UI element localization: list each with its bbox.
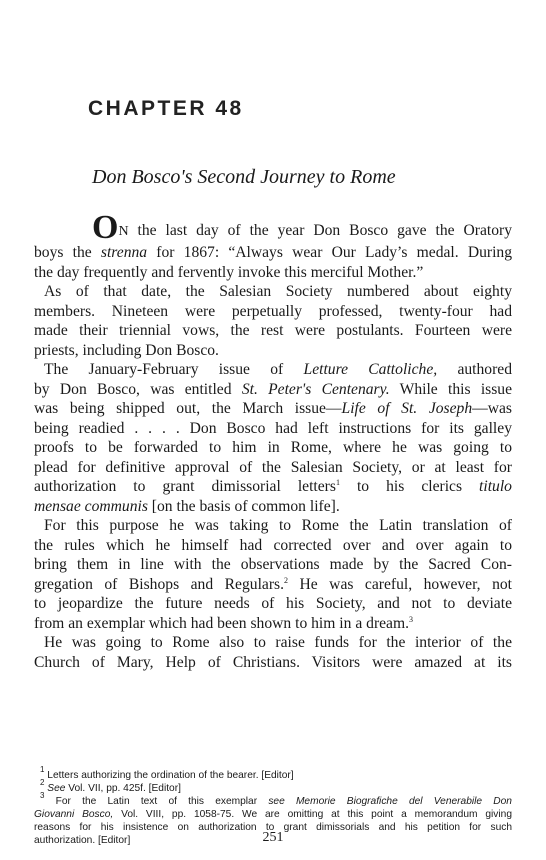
footnote-continuation: authorization. [Editor]: [34, 835, 131, 846]
footnote: $^1$ Letters authorizing the ordination of the bearer. [Editor]: [40, 765, 294, 781]
body-line: priests, including Don Bosco.: [34, 341, 219, 359]
body-line: proofs to be forwarded to him in Rome, where he was going to: [34, 439, 512, 456]
body-line: made their triennial vows, the rest were postulants. Fourteen were: [34, 322, 512, 339]
body-line: The January-February issue of Letture Cattoliche, authored: [44, 361, 512, 378]
footnote-continuation: Giovanni Bosco, Vol. VIII, pp. 1058-75. We are omitting at this point a memorandum giving: [34, 809, 512, 820]
body-line: bring them in line with the observations made by the Sacred Con-: [34, 556, 512, 573]
drop-cap: O: [92, 209, 119, 246]
body-line: Church of Mary, Help of Christians. Visitors were amazed at its: [34, 653, 512, 671]
body-line: members. Nineteen were perpetually professed, twenty-four had: [34, 302, 512, 320]
body-text: [34, 209, 513, 672]
body-line: ON the last day of the year Don Bosco gave the Oratory: [92, 209, 512, 246]
page-number: 251: [262, 830, 284, 845]
footnote: $^3$ For the Latin text of this exemplar see Memorie Biografiche del Venerabile Don: [40, 791, 512, 807]
body-line: authorization to grant dimissorial letters$^1$ to his clerics titulo: [34, 478, 512, 495]
chapter-title: Don Bosco's Second Journey to Rome: [92, 166, 396, 188]
body-line: gregation of Bishops and Regulars.$^2$ He was careful, however, not: [34, 575, 513, 593]
body-line: the rules which he himself had corrected over and over again to: [34, 536, 512, 554]
body-line: the day frequently and fervently invoke this merciful Mother.”: [34, 263, 424, 281]
body-line: boys the strenna for 1867: “Always wear Our Lady’s medal. During: [34, 244, 512, 261]
footnote: $^2$ See Vol. VII, pp. 425f. [Editor]: [40, 778, 181, 794]
body-line: plead for definitive approval of the Salesian Society, or at least for: [34, 458, 512, 476]
chapter-label: CHAPTER 48: [88, 97, 244, 120]
footnote-ref: 2: [284, 575, 288, 585]
body-line: As of that date, the Salesian Society numbered about eighty: [44, 283, 512, 300]
body-line: For this purpose he was taking to Rome the Latin translation of: [44, 517, 512, 534]
footnote-continuation: reasons for his insistence on authorization to grant dimissorials and his petition for such: [34, 822, 512, 833]
body-line: He was going to Rome also to raise funds for the interior of the: [44, 634, 512, 651]
body-line: to jeopardize the future needs of his Society, and not to deviate: [34, 595, 512, 612]
body-line: was being shipped out, the March issue—Life of St. Joseph—was: [34, 400, 512, 417]
body-line: from an exemplar which had been shown to him in a dream.$^3$: [34, 614, 414, 632]
footnote-ref: 1: [335, 478, 340, 487]
body-line: mensae communis [on the basis of common life].: [34, 497, 340, 515]
footnote-ref: 3: [409, 614, 414, 624]
body-line: being readied . . . . Don Bosco had left instructions for its galley: [34, 419, 512, 437]
body-line: by Don Bosco, was entitled St. Peter's Centenary. While this issue: [34, 380, 513, 398]
